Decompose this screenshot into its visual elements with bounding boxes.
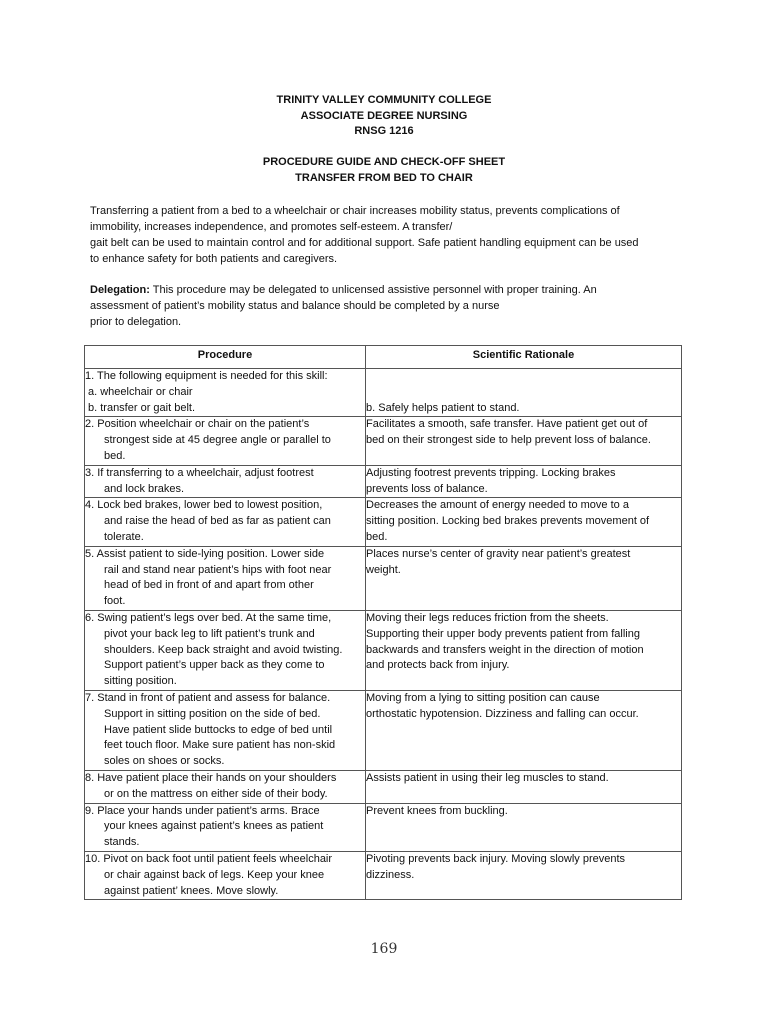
- rationale-line: Decreases the amount of energy needed to move to a: [366, 499, 629, 512]
- procedure-step-line: soles on shoes or socks.: [104, 755, 225, 768]
- procedure-step-cell: [85, 417, 366, 465]
- rationale-cell: [366, 417, 682, 465]
- rationale-line: b. Safely helps patient to stand.: [366, 401, 520, 414]
- college-name: TRINITY VALLEY COMMUNITY COLLEGE: [276, 94, 492, 106]
- intro-section: [90, 204, 680, 268]
- procedure-step-line: strongest side at 45 degree angle or parallel to: [104, 434, 331, 447]
- procedure-step-line: and raise the head of bed as far as patient can: [104, 515, 331, 528]
- table-row: [85, 498, 682, 546]
- procedure-table: [84, 345, 682, 900]
- delegation-paragraph: [90, 283, 680, 331]
- rationale-line: Pivoting prevents back injury. Moving slowly prevents: [366, 852, 626, 865]
- procedure-step-line: 7. Stand in front of patient and assess for balance.: [85, 691, 331, 704]
- procedure-step-line: b. transfer or gait belt.: [88, 401, 195, 414]
- procedure-step-line: 6. Swing patient’s legs over bed. At the same time,: [85, 611, 332, 624]
- rationale-cell: [366, 851, 682, 899]
- procedure-step-line: 3. If transferring to a wheelchair, adjust footrest: [85, 466, 314, 479]
- intro-paragraph: Transferring a patient from a bed to a wheelchair or chair increases mobility status, prevents complications of immobility, increases independence, and promotes self-esteem. A transfer/ gait belt can be used to maintain control and for additional support. Safe patient handling equipment can be used to enhance safety for both patients and caregivers.: [90, 205, 639, 265]
- table-row: [85, 610, 682, 690]
- rationale-cell: [366, 369, 682, 417]
- procedure-step-line: sitting position.: [104, 675, 177, 688]
- rationale-line: backwards and transfers weight in the direction of motion: [366, 643, 644, 656]
- procedure-step-cell: [85, 851, 366, 899]
- course-code: RNSG 1216: [354, 125, 414, 138]
- procedure-step-line: or on the mattress on either side of their body.: [104, 787, 328, 800]
- procedure-step-line: against patient’ knees. Move slowly.: [104, 884, 279, 897]
- delegation-section: [90, 283, 680, 331]
- procedure-step-line: Support in sitting position on the side of bed.: [104, 707, 321, 720]
- rationale-cell: [366, 546, 682, 610]
- table-row: [85, 851, 682, 899]
- rationale-cell: [366, 803, 682, 851]
- rationale-line: [366, 369, 681, 385]
- document-header: [0, 93, 768, 140]
- rationale-line: dizziness.: [366, 868, 415, 881]
- procedure-step-line: a. wheelchair or chair: [88, 385, 193, 398]
- table-row: [85, 417, 682, 465]
- procedure-step-line: Support patient’s upper back as they come to: [104, 659, 325, 672]
- rationale-cell: [366, 610, 682, 690]
- column-header-rationale: Scientific Rationale: [366, 346, 682, 369]
- procedure-step-line: 4. Lock bed brakes, lower bed to lowest position,: [85, 499, 323, 512]
- rationale-line: prevents loss of balance.: [366, 482, 488, 495]
- rationale-line: Moving their legs reduces friction from the sheets.: [366, 611, 609, 624]
- page-number: 169: [370, 941, 398, 957]
- rationale-line: weight.: [366, 563, 401, 576]
- rationale-line: and protects back from injury.: [366, 659, 510, 672]
- procedure-step-cell: [85, 610, 366, 690]
- procedure-step-cell: [85, 498, 366, 546]
- procedure-step-line: shoulders. Keep back straight and avoid twisting.: [104, 643, 343, 656]
- procedure-step-line: pivot your back leg to lift patient’s trunk and: [104, 627, 315, 640]
- procedure-step-cell: [85, 465, 366, 498]
- program-name: ASSOCIATE DEGREE NURSING: [300, 109, 468, 122]
- procedure-step-line: or chair against back of legs. Keep your knee: [104, 868, 325, 881]
- procedure-step-line: and lock brakes.: [104, 482, 185, 495]
- rationale-cell: [366, 498, 682, 546]
- procedure-step-line: head of bed in front of and apart from other: [104, 579, 314, 592]
- rationale-line: sitting position. Locking bed brakes prevents movement of: [366, 515, 650, 528]
- procedure-step-line: rail and stand near patient’s hips with foot near: [104, 563, 332, 576]
- table-row: [85, 369, 682, 417]
- procedure-step-line: 9. Place your hands under patient’s arms. Brace: [85, 804, 320, 817]
- rationale-cell: [366, 465, 682, 498]
- procedure-step-line: feet touch floor. Make sure patient has non-skid: [104, 739, 336, 752]
- rationale-cell: [366, 770, 682, 803]
- procedure-step-line: bed.: [104, 449, 126, 462]
- rationale-line: Assists patient in using their leg muscles to stand.: [366, 771, 609, 784]
- procedure-step-cell: [85, 369, 366, 417]
- table-row: [85, 546, 682, 610]
- procedure-step-line: foot.: [104, 595, 126, 608]
- procedure-step-line: 8. Have patient place their hands on your shoulders: [85, 771, 337, 784]
- table-row: [85, 770, 682, 803]
- guide-title: PROCEDURE GUIDE AND CHECK-OFF SHEET: [262, 156, 506, 168]
- table-header-row: [85, 346, 682, 369]
- procedure-step-line: 2. Position wheelchair or chair on the patient’s: [85, 418, 310, 431]
- procedure-step-cell: [85, 546, 366, 610]
- table-row: [85, 690, 682, 770]
- rationale-line: Prevent knees from buckling.: [366, 804, 508, 817]
- table-row: [85, 803, 682, 851]
- rationale-line: Moving from a lying to sitting position can cause: [366, 691, 600, 704]
- procedure-table-body: [85, 369, 682, 900]
- rationale-line: [366, 385, 681, 401]
- column-header-procedure: Procedure: [85, 346, 366, 369]
- delegation-label: Delegation:: [90, 284, 150, 296]
- rationale-line: orthostatic hypotension. Dizziness and falling can occur.: [366, 707, 639, 720]
- procedure-step-line: 1. The following equipment is needed for this skill:: [85, 370, 328, 382]
- rationale-line: Adjusting footrest prevents tripping. Locking brakes: [366, 466, 616, 479]
- rationale-line: bed.: [366, 530, 388, 543]
- rationale-line: Facilitates a smooth, safe transfer. Have patient get out of: [366, 418, 648, 431]
- procedure-step-line: your knees against patient’s knees as patient: [104, 820, 324, 833]
- rationale-line: Supporting their upper body prevents patient from falling: [366, 627, 640, 640]
- delegation-text: This procedure may be delegated to unlicensed assistive personnel with proper training. An assessment of patient’s mobility status and balance should be completed by a nurse prior to delegation.: [90, 284, 597, 328]
- procedure-step-line: 10. Pivot on back foot until patient feels wheelchair: [85, 852, 333, 865]
- procedure-title: TRANSFER FROM BED TO CHAIR: [295, 171, 473, 184]
- procedure-step-line: tolerate.: [104, 530, 144, 543]
- rationale-line: bed on their strongest side to help prevent loss of balance.: [366, 434, 651, 447]
- table-row: [85, 465, 682, 498]
- procedure-step-line: Have patient slide buttocks to edge of bed until: [104, 723, 333, 736]
- rationale-line: Places nurse’s center of gravity near patient’s greatest: [366, 547, 631, 560]
- procedure-step-cell: [85, 770, 366, 803]
- procedure-step-cell: [85, 690, 366, 770]
- rationale-cell: [366, 690, 682, 770]
- procedure-step-line: stands.: [104, 836, 140, 849]
- document-title: [0, 155, 768, 186]
- procedure-step-cell: [85, 803, 366, 851]
- procedure-step-line: 5. Assist patient to side-lying position. Lower side: [85, 547, 325, 560]
